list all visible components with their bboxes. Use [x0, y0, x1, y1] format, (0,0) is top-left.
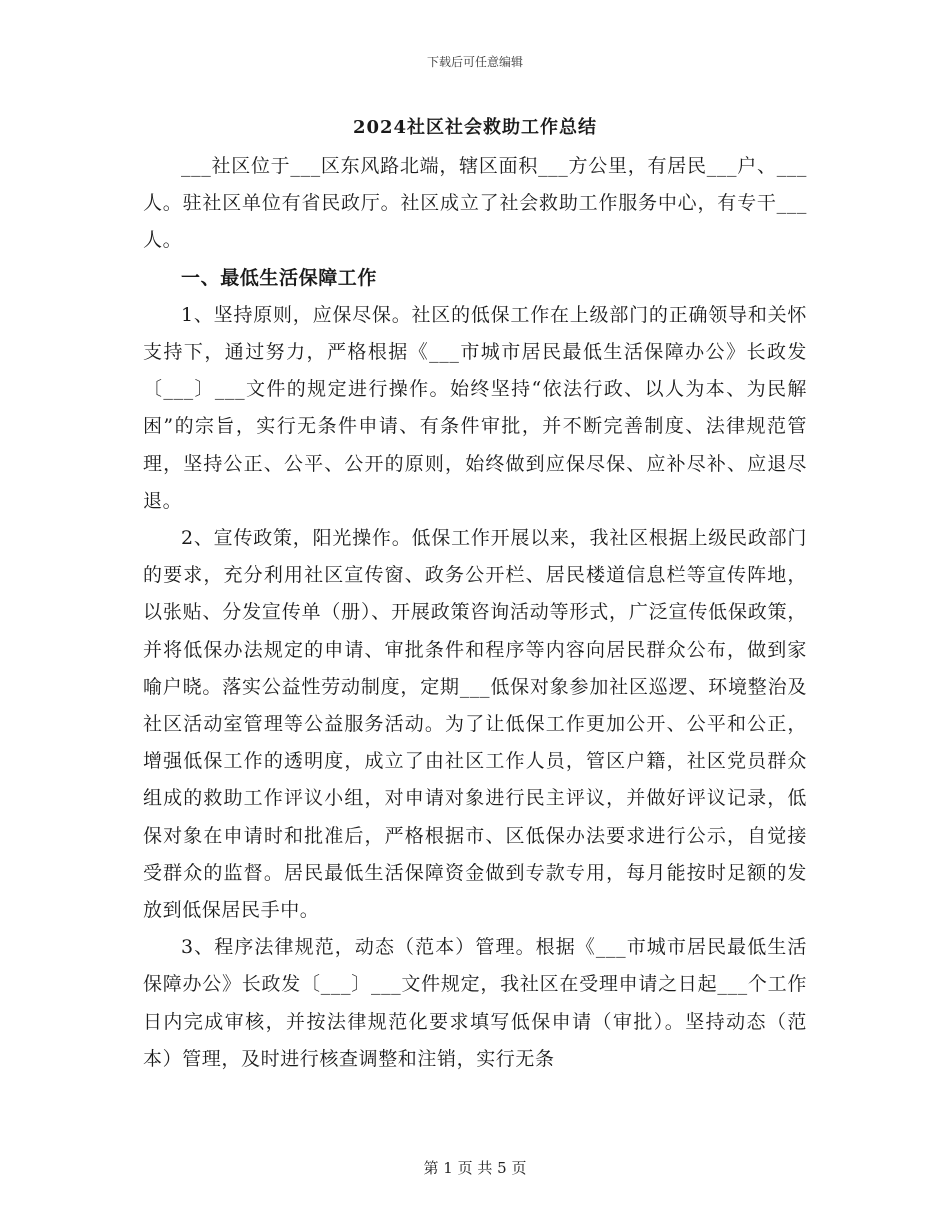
- body-paragraph: 3、程序法律规范，动态（范本）管理。根据《___市城市居民最低生活保障办公》长政发〔___〕___文件规定，我社区在受理申请之日起___个工作日内完成审核，并按法律规范化要求填写低保申请（审批）。坚持动态（范本）管理，及时进行核查调整和注销，实行无条: [143, 936, 807, 1070]
- body-paragraph: 1、坚持原则，应保尽保。社区的低保工作在上级部门的正确领导和关怀支持下，通过努力，严格根据《___市城市居民最低生活保障办公》长政发〔___〕___文件的规定进行操作。始终坚持“依法行政、以人为本、为民解困”的宗旨，实行无条件申请、有条件审批，并不断完善制度、法律规范管理，坚持公正、公平、公开的原则，始终做到应保尽保、应补尽补、应退尽退。: [143, 303, 807, 512]
- document-title: 2024社区社会救助工作总结: [352, 117, 598, 138]
- header-note: 下载后可任意编辑: [426, 55, 523, 69]
- page-number: 第 1 页 共 5 页: [423, 1159, 527, 1177]
- section-heading: 一、最低生活保障工作: [181, 266, 378, 289]
- body-paragraph: 2、宣传政策，阳光操作。低保工作开展以来，我社区根据上级民政部门的要求，充分利用社区宣传窗、政务公开栏、居民楼道信息栏等宣传阵地，以张贴、分发宣传单（册）、开展政策咨询活动等形式，广泛宣传低保政策，并将低保办法规定的申请、审批条件和程序等内容向居民群众公布，做到家喻户晓。落实公益性劳动制度，定期___低保对象参加社区巡逻、环境整治及社区活动室管理等公益服务活动。为了让低保工作更加公开、公平和公正，增强低保工作的透明度，成立了由社区工作人员，管区户籍，社区党员群众组成的救助工作评议小组，对申请对象进行民主评议，并做好评议记录，低保对象在申请时和批准后，严格根据市、区低保办法要求进行公示，自觉接受群众的监督。居民最低生活保障资金做到专款专用，每月能按时足额的发放到低保居民手中。: [143, 527, 807, 922]
- document-body: [143, 148, 807, 1078]
- intro-paragraph: ___社区位于___区东风路北端，辖区面积___方公里，有居民___户、___人。驻社区单位有省民政厅。社区成立了社会救助工作服务中心，有专干___人。: [143, 155, 807, 252]
